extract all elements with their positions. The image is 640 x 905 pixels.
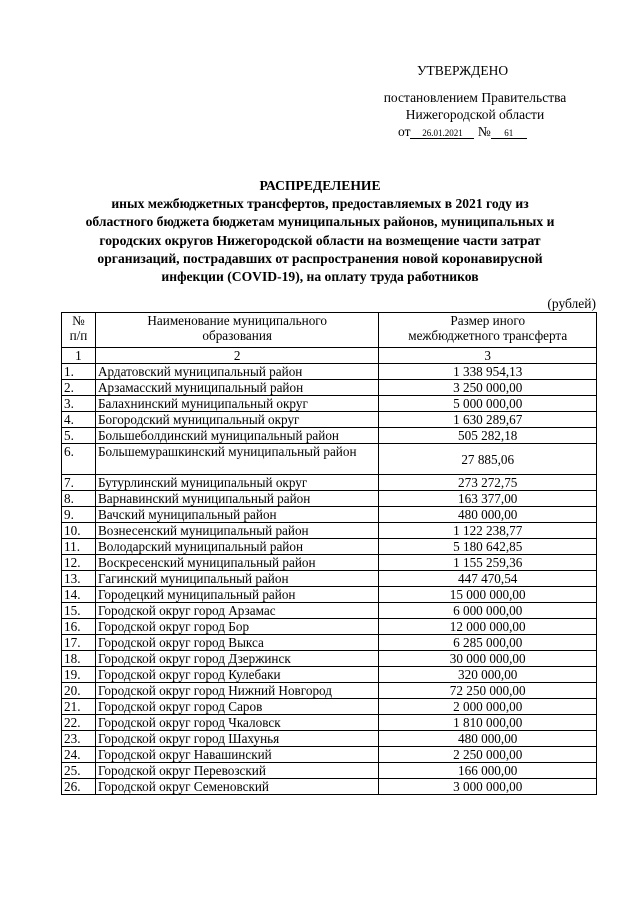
row-amount: 166 000,00 [379,763,597,779]
row-amount: 6 285 000,00 [379,635,597,651]
table-row [62,555,597,571]
table-row [62,683,597,699]
row-amount: 1 630 289,67 [379,412,597,428]
table-row [62,779,597,795]
row-number: 12. [62,555,96,571]
index-cell-1: 1 [62,348,96,364]
row-number: 16. [62,619,96,635]
row-amount: 15 000 000,00 [379,587,597,603]
table-row [62,380,597,396]
row-amount: 12 000 000,00 [379,619,597,635]
row-name: Городской округ город Чкаловск [95,715,378,731]
row-amount: 5 000 000,00 [379,396,597,412]
row-number: 19. [62,667,96,683]
header-amount-line-1: Размер иного [450,313,526,328]
table-row [62,444,597,475]
approval-line-2: Нижегородской области [405,107,545,122]
row-name: Большемурашкинский муниципальный район [95,444,378,475]
table-row [62,491,597,507]
header-name-line-2: образования [202,328,272,343]
row-amount: 480 000,00 [379,507,597,523]
row-name: Городской округ город Бор [95,619,378,635]
row-number: 7. [62,475,96,491]
row-amount: 3 250 000,00 [379,380,597,396]
table-row [62,715,597,731]
from-prefix: от [398,124,411,139]
row-name: Городской округ город Саров [95,699,378,715]
row-name: Володарский муниципальный район [95,539,378,555]
row-number: 23. [62,731,96,747]
row-name: Воскресенский муниципальный район [95,555,378,571]
table-row [62,475,597,491]
row-number: 21. [62,699,96,715]
table-row [62,587,597,603]
row-name: Вознесенский муниципальный район [95,523,378,539]
table-row [62,699,597,715]
row-number: 1. [62,364,96,380]
distribution-table [61,312,597,795]
row-number: 17. [62,635,96,651]
heading-line-3: городских округов Нижегородской области на возмещение части затрат [99,232,541,248]
row-name: Городской округ город Нижний Новгород [95,683,378,699]
heading-line-5: инфекции (COVID-19), на оплату труда работников [161,269,479,285]
row-amount: 163 377,00 [379,491,597,507]
heading-title: РАСПРЕДЕЛЕНИЕ [259,178,381,193]
header-name [95,313,378,348]
approval-number: 61 [491,128,527,139]
row-amount: 447 470,54 [379,571,597,587]
approval-line-1: постановлением Правительства [383,90,567,105]
row-amount: 1 810 000,00 [379,715,597,731]
header-num-line-1: № [72,313,85,328]
number-prefix: № [477,124,491,139]
header-name-line-1: Наименование муниципального [147,313,327,328]
row-number: 18. [62,651,96,667]
table-row [62,571,597,587]
row-name: Большеболдинский муниципальный район [95,428,378,444]
unit-note: (рублей) [547,296,596,311]
header-amount-line-2: межбюджетного трансферта [408,328,568,343]
approval-date: 26.01.2021 [410,128,474,139]
row-name: Богородский муниципальный округ [95,412,378,428]
row-amount: 480 000,00 [379,731,597,747]
row-amount: 6 000 000,00 [379,603,597,619]
row-name: Городской округ город Выкса [95,635,378,651]
table-row [62,396,597,412]
table-row [62,619,597,635]
row-amount: 320 000,00 [379,667,597,683]
row-number: 3. [62,396,96,412]
index-cell-3: 3 [379,348,597,364]
row-amount: 3 000 000,00 [379,779,597,795]
row-amount: 2 250 000,00 [379,747,597,763]
row-amount: 273 272,75 [379,475,597,491]
index-cell-2: 2 [95,348,378,364]
row-number: 9. [62,507,96,523]
row-amount: 1 338 954,13 [379,364,597,380]
table-index-row [62,348,597,364]
table-row [62,523,597,539]
row-name: Городской округ город Дзержинск [95,651,378,667]
approval-title: УТВЕРЖДЕНО [417,63,509,78]
table-row [62,651,597,667]
row-number: 15. [62,603,96,619]
row-number: 8. [62,491,96,507]
row-number: 22. [62,715,96,731]
row-number: 14. [62,587,96,603]
row-number: 25. [62,763,96,779]
row-number: 4. [62,412,96,428]
row-amount: 1 122 238,77 [379,523,597,539]
table-row [62,412,597,428]
table-row [62,364,597,380]
table-row [62,763,597,779]
row-number: 26. [62,779,96,795]
document-heading [50,177,590,286]
row-name: Арзамасский муниципальный район [95,380,378,396]
approval-date-line [360,123,590,140]
row-name: Городской округ Перевозский [95,763,378,779]
row-amount: 5 180 642,85 [379,539,597,555]
table-row [62,603,597,619]
heading-line-1: иных межбюджетных трансфертов, предоставляемых в 2021 году из [111,196,529,212]
row-number: 6. [62,444,96,475]
header-num [62,313,96,348]
row-number: 11. [62,539,96,555]
table-row [62,635,597,651]
table-row [62,428,597,444]
approval-block [360,62,590,140]
row-amount: 27 885,06 [379,444,597,475]
row-amount: 30 000 000,00 [379,651,597,667]
row-name: Варнавинский муниципальный район [95,491,378,507]
row-name: Городецкий муниципальный район [95,587,378,603]
row-name: Гагинский муниципальный район [95,571,378,587]
row-name: Ардатовский муниципальный район [95,364,378,380]
row-name: Вачский муниципальный район [95,507,378,523]
row-name: Бутурлинский муниципальный округ [95,475,378,491]
row-number: 5. [62,428,96,444]
table-row [62,507,597,523]
row-number: 20. [62,683,96,699]
row-number: 10. [62,523,96,539]
table-row [62,747,597,763]
header-amount [379,313,597,348]
row-amount: 72 250 000,00 [379,683,597,699]
table-row [62,731,597,747]
table-row [62,539,597,555]
row-amount: 505 282,18 [379,428,597,444]
row-name: Городской округ город Арзамас [95,603,378,619]
heading-line-4: организаций, пострадавших от распространения новой коронавирусной [97,250,543,266]
table-row [62,667,597,683]
row-name: Городской округ город Кулебаки [95,667,378,683]
header-num-line-2: п/п [69,328,88,343]
row-number: 24. [62,747,96,763]
heading-line-2: областного бюджета бюджетам муниципальных районов, муниципальных и [85,214,555,230]
row-name: Городской округ город Шахунья [95,731,378,747]
row-amount: 1 155 259,36 [379,555,597,571]
row-name: Городской округ Навашинский [95,747,378,763]
row-amount: 2 000 000,00 [379,699,597,715]
row-name: Балахнинский муниципальный округ [95,396,378,412]
row-name: Городской округ Семеновский [95,779,378,795]
row-number: 13. [62,571,96,587]
table-header-row [62,313,597,348]
row-number: 2. [62,380,96,396]
